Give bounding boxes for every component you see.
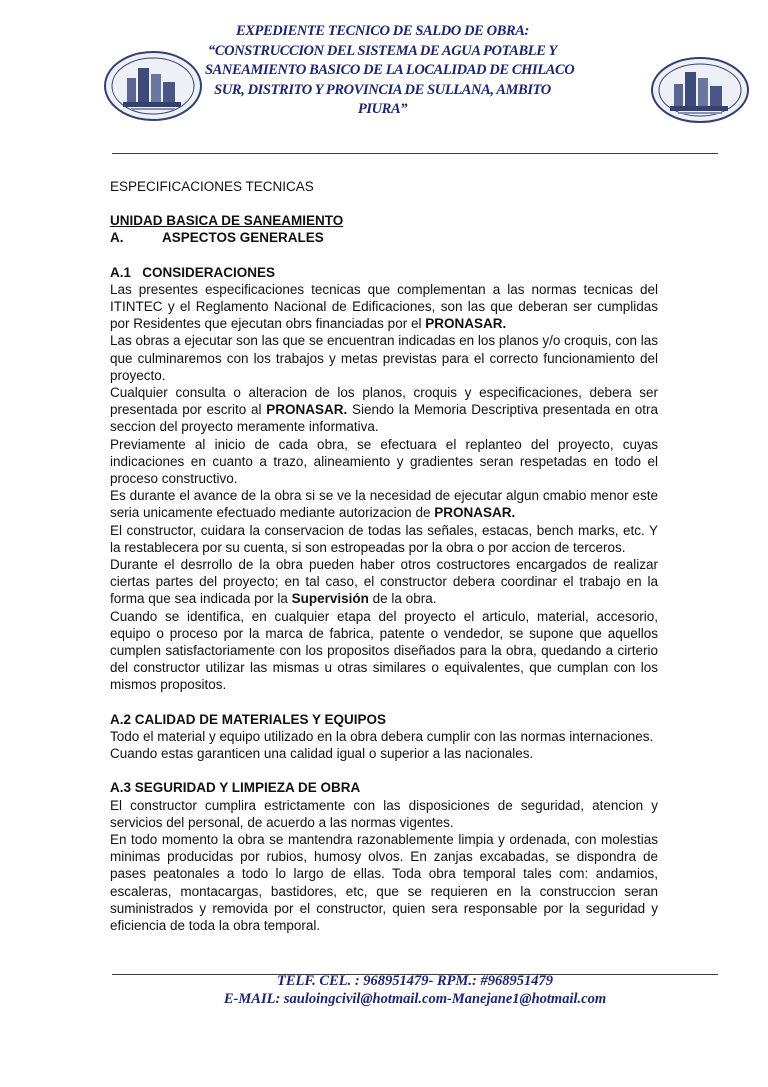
- a1-paragraph-3: [110, 384, 658, 436]
- a1-p1-bold: PRONASAR.: [425, 316, 507, 332]
- a1-p5-bold: PRONASAR.: [434, 505, 516, 521]
- a1-paragraph-2: Las obras a ejecutar son las que se encuentran indicadas en los planos y/o croquis, con las que culminaremos con los trabajos y metas previstas para el correcto funcionamiento del proyecto.: [110, 333, 658, 383]
- a1-paragraph-7: [110, 556, 658, 608]
- footer-email: E-MAIL: sauloingcivil@hotmail.com-Manejane1@hotmail.com: [223, 991, 607, 1007]
- document-body: [110, 178, 658, 934]
- section-subtitle: UNIDAD BASICA DE SANEAMIENTO: [110, 213, 344, 229]
- header-title-line-2: “CONSTRUCCION DEL SISTEMA DE AGUA POTABLE Y: [208, 42, 557, 59]
- header-title-line-3: SANEAMIENTO BASICO DE LA LOCALIDAD DE CHILACO: [205, 62, 575, 78]
- a2-paragraph-2: Cuando estas garanticen una calidad igual o superior a las nacionales.: [110, 746, 534, 762]
- company-logo-left: [103, 50, 203, 122]
- a3-paragraph-2: En todo momento la obra se mantendra razonablemente limpia y ordenada, con molestias minimas producidas por rubios, humosy olvos. En zanjas excabadas, se dispondra de pases peatonales a todo lo largo de ellas. Toda obra temporal tales com: andamios, escaleras, montacargas, bastidores, etc, que se requieren en la construccion seran suministrados y removida por el constructor, quien sera responsable por la seguridad y eficiencia de toda la obra temporal.: [110, 831, 658, 933]
- a1-paragraph-8: Cuando se identifica, en cualquier etapa del proyecto el articulo, material, accesorio, equipo o proceso por la marca de fabrica, patente o vendedor, se supone que aquellos cumplen satisfactoriamente con los propositos diseñados para la obra, quedando a cirterio del constructor utilizar las mismas u otras similares o equivalentes, que cumplan con los mismos propositos.: [110, 608, 658, 693]
- a1-paragraph-4: Previamente al inicio de cada obra, se efectuara el replanteo del proyecto, cuyas indicaciones en cuanto a trazo, alineamiento y gradientes seran respetadas en todo el proceso constructivo.: [110, 436, 658, 487]
- a2-paragraph-1: Todo el material y equipo utilizado en la obra debera cumplir con las normas internaciones.: [110, 728, 654, 744]
- a1-p7-text-end: de la obra.: [368, 591, 437, 607]
- a2-heading: A.2 CALIDAD DE MATERIALES Y EQUIPOS: [110, 711, 387, 727]
- header-divider: [112, 153, 718, 154]
- header-title-line-1: EXPEDIENTE TECNICO DE SALDO DE OBRA:: [236, 23, 529, 39]
- a3-paragraph-1: El constructor cumplira estrictamente con las disposiciones de seguridad, atencion y servicios del personal, de acuerdo a las normas vigentes.: [110, 797, 658, 830]
- section-a-number: A.: [110, 230, 124, 246]
- a1-p1-text: Las presentes especificaciones tecnicas que complementan a las normas tecnicas del ITINTEC y el Reglamento Nacional de Edificaciones, son las que deberan ser cumplidas por Residentes que ejecutan obrs financiadas por el: [110, 281, 658, 332]
- a1-p7-text: Durante el desrrollo de la obra pueden haber otros costructores encargados de realizar ciertas partes del proyecto; en tal caso, el constructor debera coordinar el trabajo en la forma que sea indicada por la: [110, 557, 658, 607]
- header-title-line-4: SUR, DISTRITO Y PROVINCIA DE SULLANA, AMBITO: [214, 81, 551, 98]
- a1-p5-text: Es durante el avance de la obra si se ve la necesidad de ejecutar algun cmabio menor este seria unicamente efectuado mediante autorizacion de: [110, 488, 658, 521]
- a1-p3-bold: PRONASAR.: [266, 402, 348, 418]
- a1-heading: A.1 CONSIDERACIONES: [110, 264, 276, 280]
- a1-paragraph-6: El constructor, cuidara la conservacion de todas las señales, estacas, bench marks, etc. Y la restablecera por su cuenta, si son estropeadas por la obra o por accion de terceros.: [110, 522, 658, 555]
- header-title-line-5: PIURA”: [357, 101, 408, 117]
- footer-phone: TELF. CEL. : 968951479- RPM.: #968951479: [276, 973, 554, 989]
- document-title: ESPECIFICACIONES TECNICAS: [110, 179, 314, 194]
- company-logo-right: [650, 56, 750, 128]
- a1-paragraph-1: [110, 281, 658, 333]
- a3-heading: A.3 SEGURIDAD Y LIMPIEZA DE OBRA: [110, 780, 361, 796]
- section-a-heading: [110, 229, 658, 246]
- section-a-title: ASPECTOS GENERALES: [162, 230, 324, 246]
- document-footer: [112, 972, 718, 1008]
- a1-p3-text-end: Siendo la Memoria Descriptiva presentada en otra seccion del proyecto meramente informativa.: [110, 402, 658, 435]
- a1-paragraph-5: [110, 487, 658, 521]
- document-header-title: [205, 22, 575, 120]
- a1-p7-bold: Supervisión: [291, 591, 369, 607]
- a1-p3-text: Cualquier consulta o alteracion de los planos, croquis y especificaciones, debera ser presentada por escrito al: [110, 385, 658, 418]
